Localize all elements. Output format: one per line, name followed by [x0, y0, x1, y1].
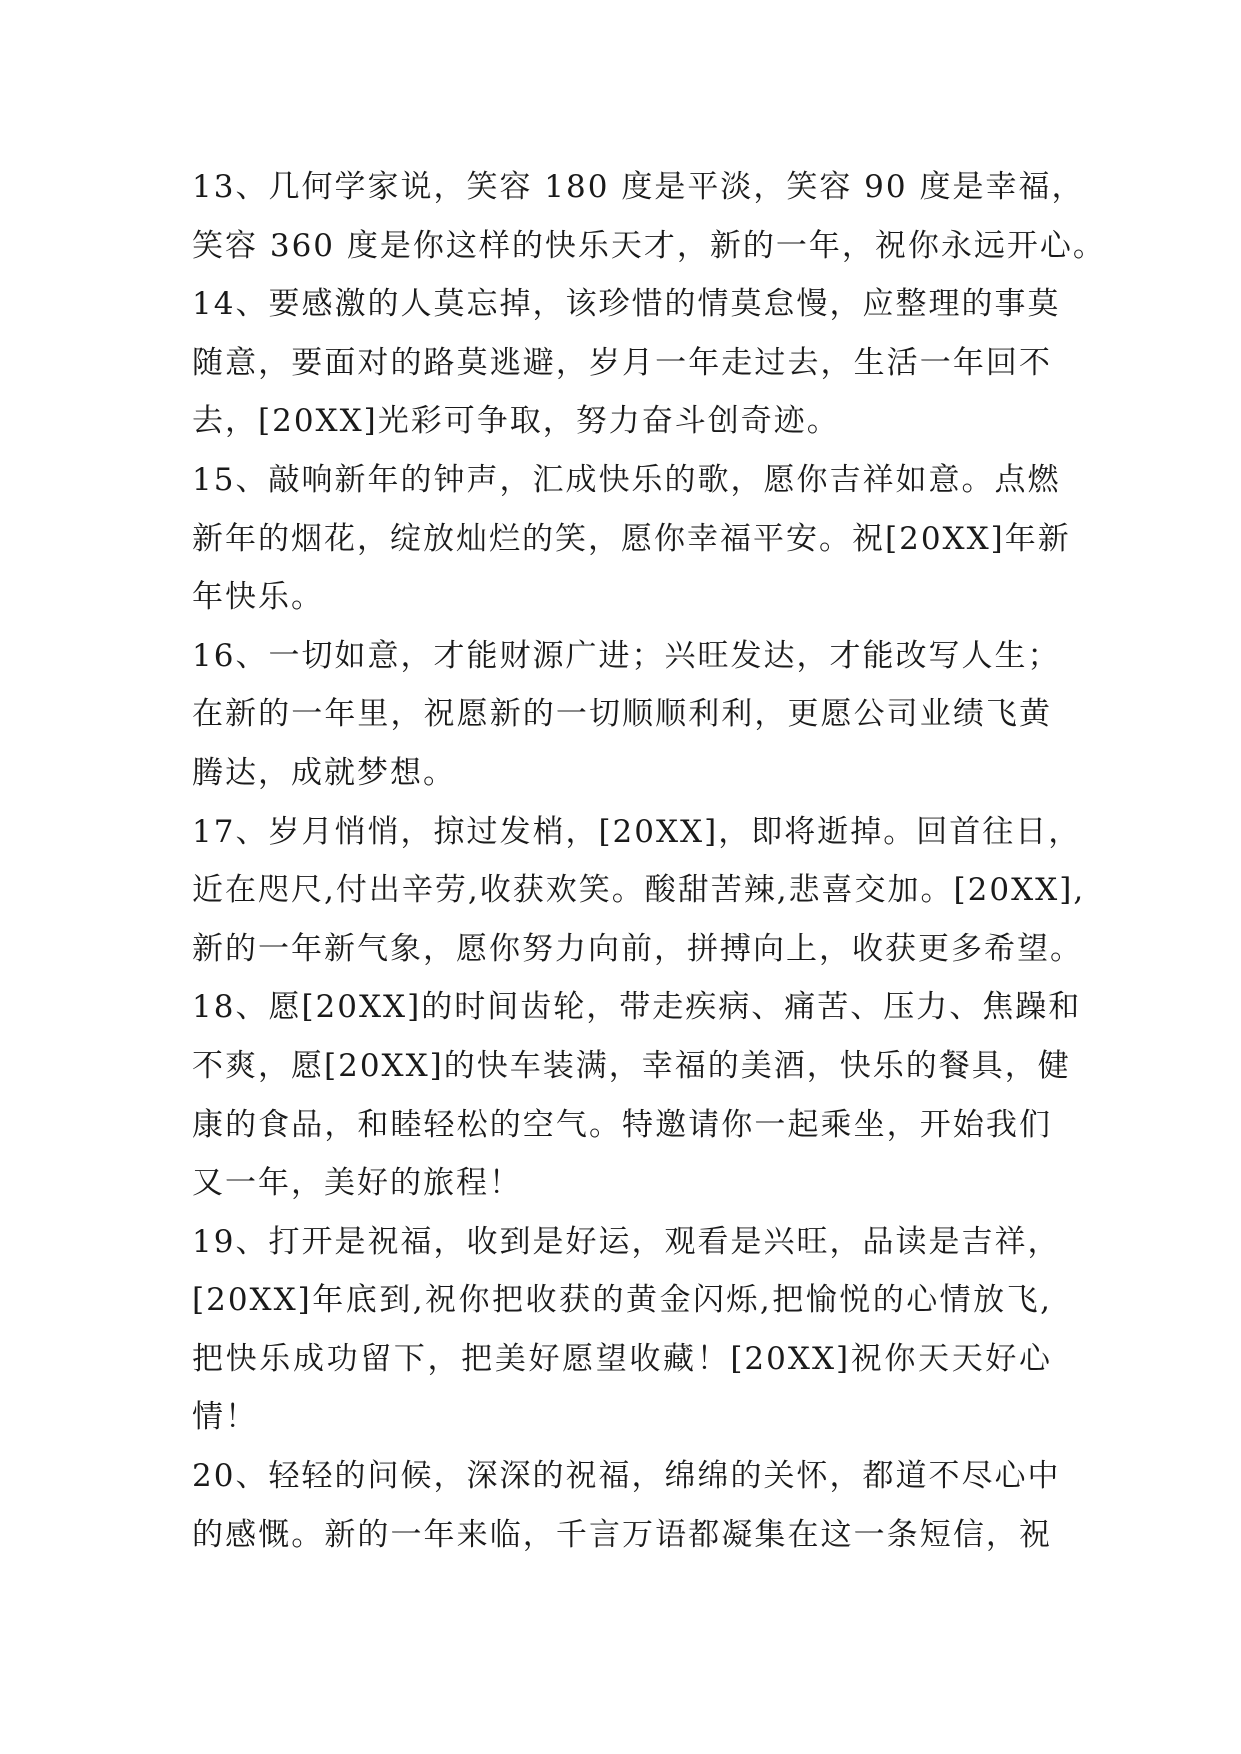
paragraph-14	[192, 275, 1061, 451]
text-line: 19、打开是祝福，收到是好运，观看是兴旺，品读是吉祥，	[192, 1223, 1061, 1260]
text-line: 17、岁月悄悄，掠过发梢，[20XX]，即将逝掉。回首往日，	[192, 813, 1082, 850]
text-line: 新年的烟花，绽放灿烂的笑，愿你幸福平安。祝[20XX]年新	[192, 520, 1071, 557]
paragraph-20	[192, 1447, 1061, 1564]
paragraph-18	[192, 978, 1082, 1212]
paragraph-15	[192, 451, 1071, 627]
text-line: 近在咫尺,付出辛劳,收获欢笑。酸甜苦辣,悲喜交加。[20XX],	[192, 872, 1086, 909]
text-line: 年快乐。	[192, 579, 324, 616]
text-line: 20、轻轻的问候，深深的祝福，绵绵的关怀，都道不尽心中	[192, 1458, 1061, 1495]
paragraph-17	[192, 803, 1086, 979]
text-line: 在新的一年里，祝愿新的一切顺顺利利，更愿公司业绩飞黄	[192, 696, 1052, 733]
text-line: 康的食品，和睦轻松的空气。特邀请你一起乘坐，开始我们	[192, 1106, 1052, 1143]
text-line: 的感慨。新的一年来临，千言万语都凝集在这一条短信，祝	[192, 1516, 1052, 1553]
paragraph-16	[192, 627, 1061, 803]
paragraph-13	[192, 158, 1106, 275]
text-line: 18、愿[20XX]的时间齿轮，带走疾病、痛苦、压力、焦躁和	[192, 989, 1082, 1026]
text-line: 13、几何学家说，笑容 180 度是平淡，笑容 90 度是幸福，	[192, 169, 1085, 205]
text-line: 腾达，成就梦想。	[192, 754, 456, 791]
text-line: 15、敲响新年的钟声，汇成快乐的歌，愿你吉祥如意。点燃	[192, 461, 1061, 498]
text-line: 新的一年新气象，愿你努力向前，拼搏向上，收获更多希望。	[192, 930, 1083, 967]
text-line: 14、要感激的人莫忘掉，该珍惜的情莫怠慢，应整理的事莫	[192, 286, 1061, 323]
text-line: 情！	[192, 1399, 258, 1436]
text-line: 去，[20XX]光彩可争取，努力奋斗创奇迹。	[192, 403, 840, 440]
text-line: 笑容 360 度是你这样的快乐天才，新的一年，祝你永远开心。	[192, 227, 1106, 264]
document-body	[192, 158, 1106, 1564]
text-line: 16、一切如意，才能财源广进；兴旺发达，才能改写人生；	[192, 637, 1061, 674]
text-line: [20XX]年底到,祝你把收获的黄金闪烁,把愉悦的心情放飞,	[192, 1282, 1052, 1319]
text-line: 随意，要面对的路莫逃避，岁月一年走过去，生活一年回不	[192, 344, 1052, 381]
text-line: 又一年，美好的旅程！	[192, 1165, 522, 1202]
text-line: 把快乐成功留下，把美好愿望收藏！[20XX]祝你天天好心	[192, 1340, 1052, 1377]
text-line: 不爽，愿[20XX]的快车装满，幸福的美酒，快乐的餐具，健	[192, 1047, 1071, 1084]
paragraph-19	[192, 1213, 1061, 1447]
